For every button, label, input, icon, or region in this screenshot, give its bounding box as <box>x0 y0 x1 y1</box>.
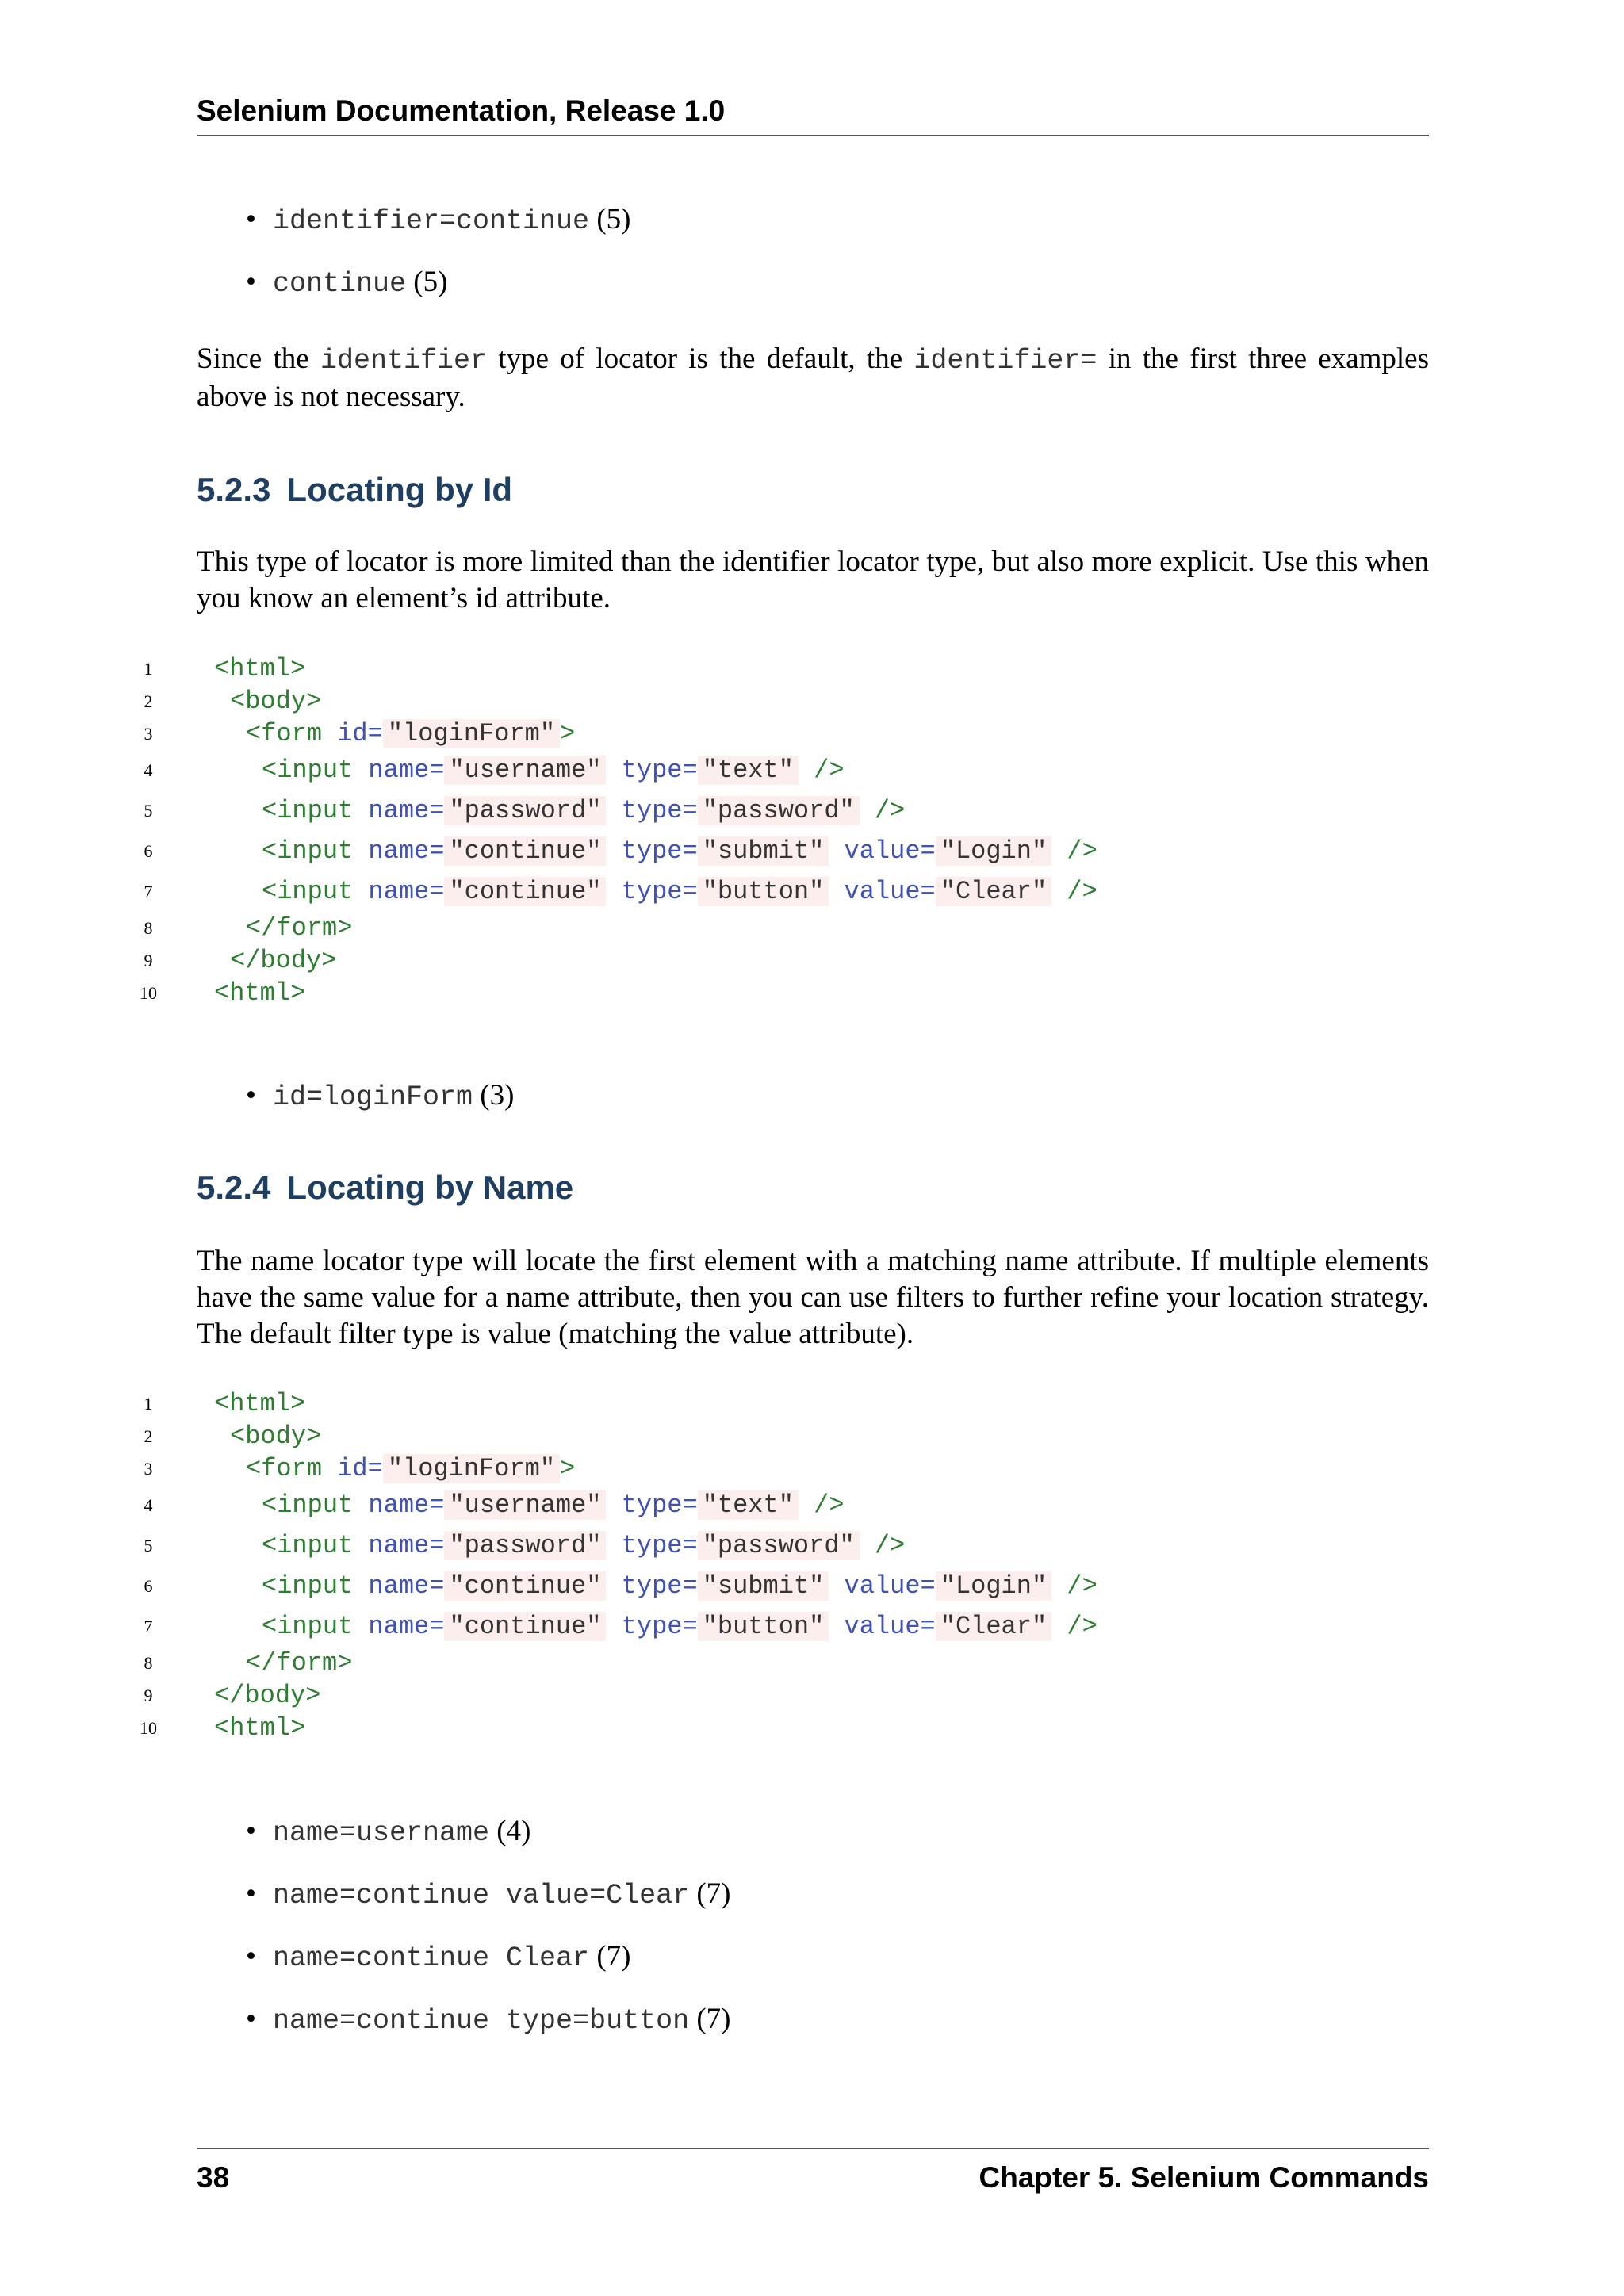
code-line: 3 <form id= "loginForm" > <box>144 1454 576 1483</box>
chapter-title: Chapter 5. Selenium Commands <box>979 2161 1429 2194</box>
locating-by-name-paragraph: The name locator type will locate the first element with a matching name attribute. If multiple elements have the same value for a name attribute, then you can use filters to further refine your location strategy. The default filter type is value (matching the value attribute). <box>197 1245 1429 1350</box>
code-listing-name <box>140 1387 1332 1744</box>
list-item: • continue (5) <box>246 263 630 303</box>
code-line: 10 <html> <box>140 978 306 1008</box>
section-heading-locating-by-id: 5.2.3 Locating by Id <box>197 471 513 508</box>
document-title: Selenium Documentation, Release 1.0 <box>197 94 726 127</box>
code-line: 8 </form> <box>144 913 353 943</box>
code-listing-id <box>140 652 1332 1009</box>
list-item: • name=continue type=button (7) <box>246 2000 731 2040</box>
list-item: • name=continue value=Clear (7) <box>246 1875 731 1915</box>
code-line: 1 <html> <box>144 1389 306 1418</box>
list-item: • identifier=continue (5) <box>246 201 630 240</box>
code-line: 2 <body> <box>144 1422 322 1451</box>
locating-by-id-paragraph: This type of locator is more limited than the identifier locator type, but also more explicit. Use this when you know an element’s id attribute. <box>197 545 1429 614</box>
code-line: 10 <html> <box>140 1713 306 1743</box>
code-line: 5 <input name= "password" type= "password" /> <box>144 796 906 825</box>
code-line: 8 </form> <box>144 1648 353 1678</box>
code-line: 5 <input name= "password" type= "password" /> <box>144 1531 906 1560</box>
id-examples-list <box>246 1077 514 1139</box>
code-line: 7 <input name= "continue" type= "button" value= "Clear" /> <box>144 1612 1097 1641</box>
code-line: 4 <input name= "username" type= "text" /> <box>144 1490 845 1520</box>
list-item: • name=continue Clear (7) <box>246 1938 731 1977</box>
page-footer <box>197 2148 1429 2200</box>
code-line: 3 <form id= "loginForm" > <box>144 719 576 748</box>
code-line: 2 <body> <box>144 687 322 716</box>
page-header <box>197 89 1429 136</box>
identifier-examples-list <box>246 201 630 326</box>
code-line: 1 <html> <box>144 654 306 683</box>
list-item: • name=username (4) <box>246 1812 731 1852</box>
code-line: 9 </body> <box>144 946 337 975</box>
section-heading-locating-by-name: 5.2.4 Locating by Name <box>197 1169 574 1206</box>
code-line: 4 <input name= "username" type= "text" /> <box>144 756 845 785</box>
code-line: 6 <input name= "continue" type= "submit" value= "Login" /> <box>144 836 1097 866</box>
name-examples-list <box>246 1812 731 2063</box>
code-line: 7 <input name= "continue" type= "button" value= "Clear" /> <box>144 877 1097 906</box>
list-item: • id=loginForm (3) <box>246 1077 514 1116</box>
page-number: 38 <box>197 2161 230 2194</box>
code-line: 6 <input name= "continue" type= "submit" value= "Login" /> <box>144 1571 1097 1601</box>
identifier-paragraph: Since the identifier type of locator is the default, the identifier= in the first three examples above is not necessary. <box>197 342 1429 413</box>
code-line: 9 </body> <box>144 1681 321 1710</box>
